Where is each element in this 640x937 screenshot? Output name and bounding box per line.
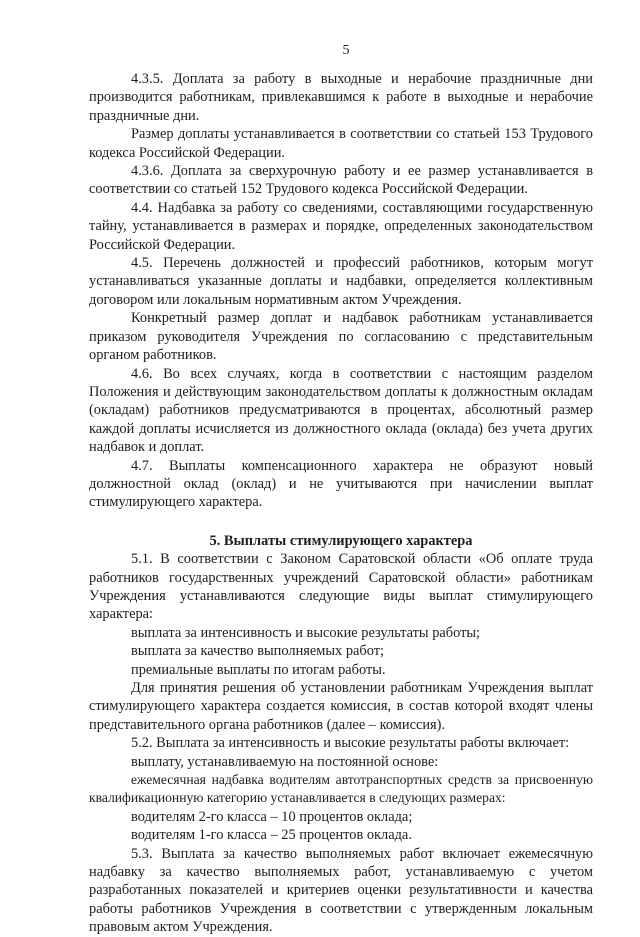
paragraph-4-3-5-size: Размер доплаты устанавливается в соответствии со статьей 153 Трудового кодекса Российской Федерации. — [89, 126, 593, 161]
paragraph-5-2-permanent: выплату, устанавливаемую на постоянной основе: — [131, 753, 439, 770]
list-item-quality: выплата за качество выполняемых работ; — [131, 643, 385, 660]
paragraph-5-2-drivers: ежемесячная надбавка водителям автотранспортных средств за присвоенную квалификационную категорию устанавливается в следующих размерах: — [89, 772, 593, 806]
page-number: 5 — [342, 43, 350, 58]
paragraph-4-3-5: 4.3.5. Доплата за работу в выходные и нерабочие праздничные дни производится работникам, привлекавшимся к работе в выходные и нерабочие праздничные дни. — [89, 71, 593, 124]
paragraph-5-3: 5.3. Выплата за качество выполняемых работ включает ежемесячную надбавку за качество выполняемых работ, устанавливаемую с учетом разработанных показателей и критериев оценки результативности и качества работы работников Учреждения в соответствии с утвержденным локальным правовым актом Учреждения. — [89, 845, 593, 936]
paragraph-5-1: 5.1. В соответствии с Законом Саратовской области «Об оплате труда работников государственных учреждений Саратовской области» работникам Учреждения устанавливаются следующие виды выплат стимулирующего характера: — [89, 551, 593, 623]
document-page — [89, 42, 593, 937]
paragraph-4-7: 4.7. Выплаты компенсационного характера не образуют новый должностной оклад (оклад) и не учитываются при начислении выплат стимулирующего характера. — [89, 457, 593, 511]
list-item-class-2: водителям 2-го класса – 10 процентов оклада; — [131, 808, 413, 825]
paragraph-4-5: 4.5. Перечень должностей и профессий работников, которым могут устанавливаться указанные доплаты и надбавки, определяется коллективным договором или локальным нормативным актом Учреждения. — [89, 255, 593, 308]
paragraph-4-3-6: 4.3.6. Доплата за сверхурочную работу и ее размер устанавливается в соответствии со статьей 152 Трудового кодекса Российской Федерации. — [89, 163, 593, 198]
list-item-intensity: выплата за интенсивность и высокие результаты работы; — [131, 624, 481, 641]
paragraph-commission: Для принятия решения об установлении работникам Учреждения выплат стимулирующего характера создается комиссия, в состав которой входят члены представительного органа работников (далее – комиссия). — [89, 680, 593, 733]
section-5-heading: 5. Выплаты стимулирующего характера — [209, 532, 473, 549]
paragraph-4-6: 4.6. Во всех случаях, когда в соответствии с настоящим разделом Положения и действующим законодательством доплаты к должностным окладам (окладам) работников предусматриваются в процентах, абсолютный размер каждой доплаты исчисляется из должностного оклада (оклада) без учета других надбавок и доплат. — [89, 365, 593, 456]
paragraph-5-2: 5.2. Выплата за интенсивность и высокие результаты работы включает: — [131, 735, 570, 752]
paragraph-4-4: 4.4. Надбавка за работу со сведениями, составляющими государственную тайну, устанавливается в размерах и порядке, определенных законодательством Российской Федерации. — [89, 199, 593, 253]
paragraph-4-5-size: Конкретный размер доплат и надбавок работникам устанавливается приказом руководителя Учреждения по согласованию с представительным органом работников. — [89, 310, 593, 364]
list-item-bonus: премиальные выплаты по итогам работы. — [131, 661, 386, 678]
list-item-class-1: водителям 1-го класса – 25 процентов оклада. — [131, 827, 412, 844]
